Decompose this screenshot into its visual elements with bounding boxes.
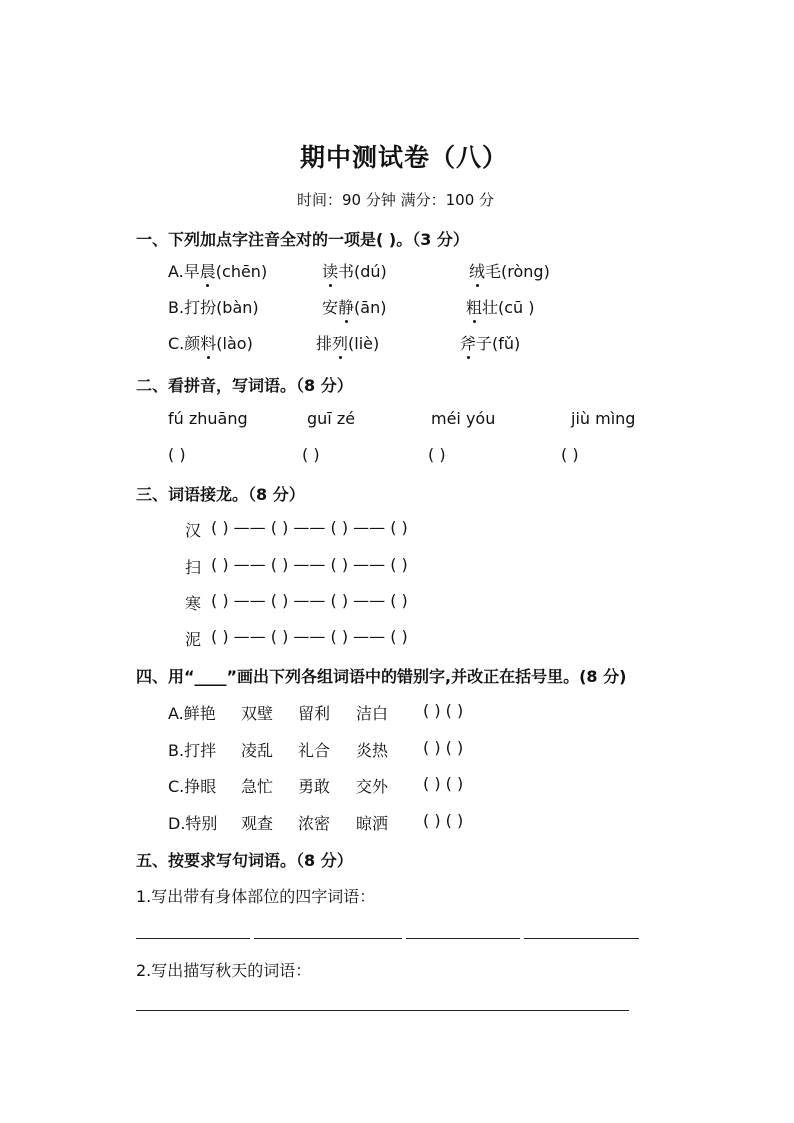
q4-row-b-word2: 凌乱 (241, 741, 274, 760)
q4-row-a-word1: A.鲜艳 (168, 704, 216, 723)
q3-chain-row[interactable]: ( ) —— ( ) —— ( ) —— ( ) (211, 627, 408, 646)
q3-start-char: 扫 (185, 558, 202, 577)
emphasis-dot-char: 粗 (466, 295, 482, 318)
q5-heading: 五、按要求写句词语。（8 分） (136, 851, 353, 870)
q5-item-1: 1.写出带有身体部位的四字词语： (136, 887, 376, 906)
q4-row-a-word2: 双壁 (241, 704, 274, 723)
q2-answer-bracket-4[interactable]: ( ) (561, 445, 579, 464)
q1-heading: 一、下列加点字注音全对的一项是( )。（3 分） (136, 230, 469, 249)
q1-option-c-word2: 排列(liè) (316, 331, 379, 354)
emphasis-dot-char: 列 (332, 331, 348, 354)
q3-start-char: 泥 (185, 630, 202, 649)
q1-option-b: B.打扮(bàn) (168, 298, 259, 317)
q4-row-a-word4: 洁白 (356, 704, 389, 723)
q4-answer-brackets[interactable]: ( ) ( ) (423, 701, 464, 720)
q1-option-b-word3: 粗壮(cū ) (466, 295, 535, 318)
q4-row-c-word3: 勇敢 (298, 777, 331, 796)
q4-answer-brackets[interactable]: ( ) ( ) (423, 738, 464, 757)
q2-pinyin-4: jiù mìng (571, 409, 636, 428)
answer-line[interactable] (524, 938, 639, 939)
q3-heading: 三、词语接龙。（8 分） (136, 485, 305, 504)
q4-row-c-word1: C.挣眼 (168, 777, 217, 796)
q4-row-d-word1: D.特别 (168, 814, 218, 833)
answer-line[interactable] (136, 1010, 629, 1011)
q4-row-c-word4: 交外 (356, 777, 389, 796)
answer-line[interactable] (136, 938, 250, 939)
q2-pinyin-1: fú zhuāng (168, 409, 248, 428)
q1-option-b-word2: 安静(ān) (322, 295, 386, 318)
emphasis-dot-char: 料 (200, 331, 216, 354)
q4-answer-brackets[interactable]: ( ) ( ) (423, 811, 464, 830)
q3-chain-row[interactable]: ( ) —— ( ) —— ( ) —— ( ) (211, 518, 408, 537)
q2-answer-bracket-3[interactable]: ( ) (428, 445, 446, 464)
q4-row-b-word1: B.打拌 (168, 741, 217, 760)
q1-option-a: A.早晨(chēn) (168, 259, 267, 282)
q4-row-b-word4: 炎热 (356, 741, 389, 760)
q4-row-c-word2: 急忙 (241, 777, 274, 796)
q3-chain-row[interactable]: ( ) —— ( ) —— ( ) —— ( ) (211, 591, 408, 610)
q4-heading: 四、用“____”画出下列各组词语中的错别字,并改正在括号里。(8 分) (136, 667, 627, 686)
emphasis-dot-char: 斧 (460, 331, 476, 354)
q1-option-a-word3: 绒毛(ròng) (469, 259, 550, 282)
q4-row-a-word3: 留利 (298, 704, 331, 723)
answer-line[interactable] (254, 938, 402, 939)
q5-item-2: 2.写出描写秋天的词语： (136, 961, 312, 980)
q4-row-b-word3: 礼合 (298, 741, 331, 760)
page-title: 期中测试卷（八） (300, 143, 509, 172)
q4-answer-brackets[interactable]: ( ) ( ) (423, 774, 464, 793)
q2-pinyin-2: guī zé (307, 409, 356, 428)
q2-answer-bracket-1[interactable]: ( ) (168, 445, 186, 464)
emphasis-dot-char: 晨 (200, 259, 216, 282)
q4-row-d-word2: 观查 (241, 814, 274, 833)
q4-row-d-word3: 浓密 (298, 814, 331, 833)
emphasis-dot-char: 静 (338, 295, 354, 318)
exam-info: 时间：90 分钟 满分：100 分 (297, 191, 495, 209)
q3-start-char: 寒 (185, 594, 202, 613)
q1-option-c: C.颜料(lào) (168, 331, 253, 354)
emphasis-dot-char: 绒 (469, 259, 485, 282)
q3-start-char: 汉 (185, 521, 202, 540)
q2-answer-bracket-2[interactable]: ( ) (302, 445, 320, 464)
q3-chain-row[interactable]: ( ) —— ( ) —— ( ) —— ( ) (211, 555, 408, 574)
q1-option-a-word2: 读书(dú) (322, 259, 387, 282)
q2-heading: 二、看拼音，写词语。（8 分） (136, 376, 353, 395)
q4-row-d-word4: 晾洒 (356, 814, 389, 833)
q1-option-c-word3: 斧子(fǔ) (460, 331, 520, 354)
q2-pinyin-3: méi yóu (431, 409, 496, 428)
emphasis-dot-char: 读 (322, 259, 338, 282)
answer-line[interactable] (406, 938, 520, 939)
